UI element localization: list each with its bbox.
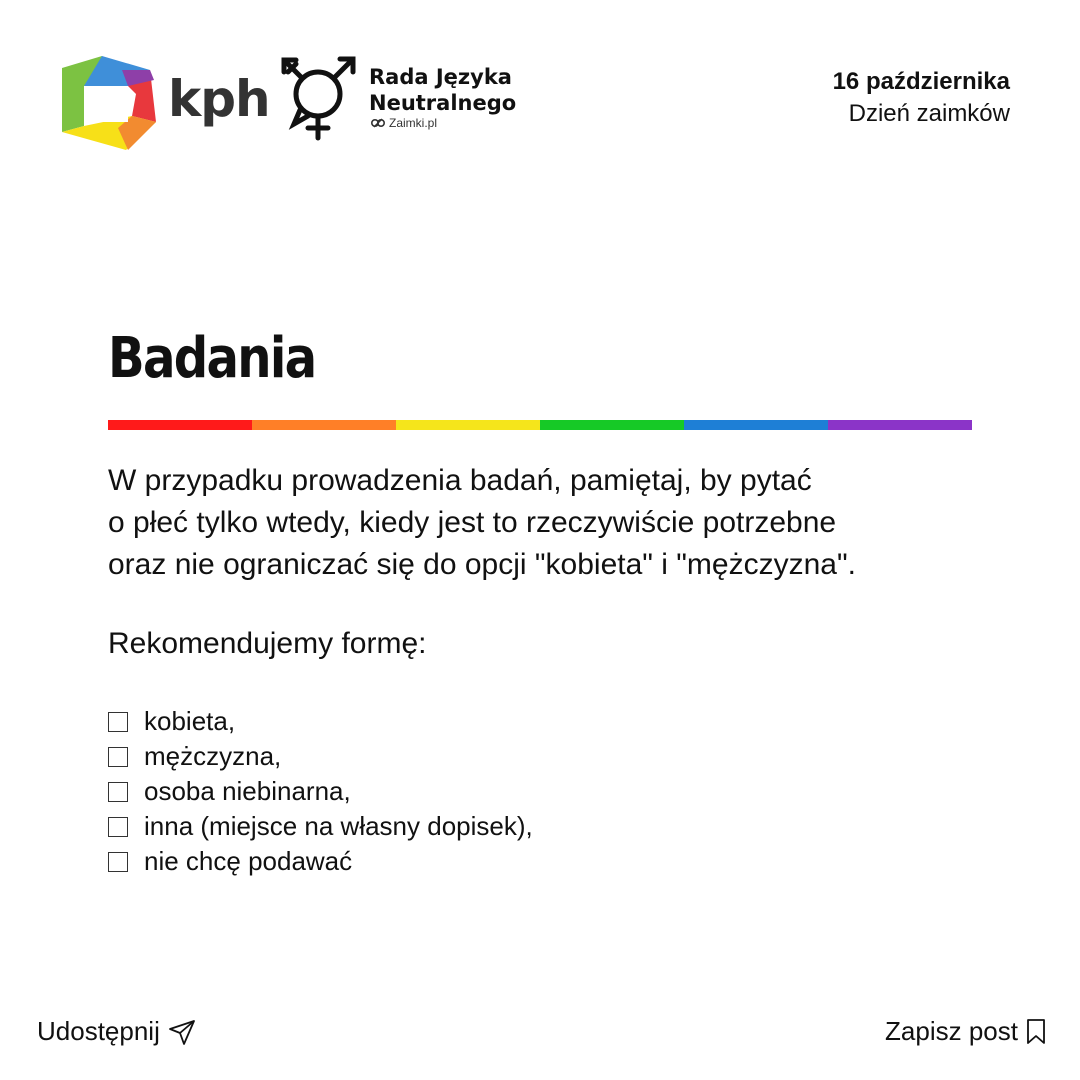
recommend-label: Rekomendujemy formę: <box>108 627 427 660</box>
checkbox[interactable] <box>108 852 128 872</box>
body-line: W przypadku prowadzenia badań, pamiętaj, by pytać <box>108 464 812 497</box>
option-item[interactable] <box>108 844 533 879</box>
option-label: mężczyzna, <box>144 741 282 771</box>
kph-logo <box>62 56 158 152</box>
send-icon <box>168 1018 196 1046</box>
share-button[interactable] <box>37 1016 196 1047</box>
rainbow-segment <box>540 420 684 430</box>
option-label: nie chcę podawać <box>144 846 353 876</box>
gender-symbol-icon <box>278 54 362 142</box>
event-info <box>833 66 1010 130</box>
rainbow-segment <box>252 420 396 430</box>
rainbow-segment <box>828 420 972 430</box>
rjn-name-line2: Neutralnego <box>369 91 517 115</box>
zaimki-icon <box>371 118 385 128</box>
body-line: oraz nie ograniczać się do opcji "kobieta" i "mężczyzna". <box>108 548 856 581</box>
checkbox[interactable] <box>108 712 128 732</box>
event-date: 16 października <box>832 68 1010 95</box>
body-text <box>108 460 988 586</box>
option-item[interactable] <box>108 809 533 844</box>
rjn-subtitle-text: Zaimki.pl <box>389 116 438 130</box>
kph-logo-text: kph <box>168 70 270 128</box>
rainbow-segment <box>684 420 828 430</box>
rjn-name <box>369 64 516 116</box>
bookmark-icon <box>1026 1018 1046 1046</box>
option-item[interactable] <box>108 774 533 809</box>
option-item[interactable] <box>108 704 533 739</box>
event-name: Dzień zaimków <box>848 100 1010 127</box>
rainbow-divider <box>108 420 972 430</box>
rainbow-segment <box>108 420 252 430</box>
checkbox[interactable] <box>108 817 128 837</box>
rainbow-segment <box>396 420 540 430</box>
save-post-button[interactable] <box>885 1016 1046 1047</box>
checkbox[interactable] <box>108 782 128 802</box>
share-label: Udostępnij <box>37 1016 160 1046</box>
options-list <box>108 704 533 879</box>
rjn-subtitle <box>371 116 437 130</box>
option-label: osoba niebinarna, <box>144 776 351 806</box>
checkbox[interactable] <box>108 747 128 767</box>
body-line: o płeć tylko wtedy, kiedy jest to rzeczywiście potrzebne <box>108 506 837 539</box>
save-label: Zapisz post <box>885 1016 1018 1046</box>
option-label: inna (miejsce na własny dopisek), <box>144 811 533 841</box>
rjn-name-line1: Rada Języka <box>369 65 512 89</box>
option-item[interactable] <box>108 739 533 774</box>
option-label: kobieta, <box>144 706 236 736</box>
page-title: Badania <box>108 326 316 391</box>
